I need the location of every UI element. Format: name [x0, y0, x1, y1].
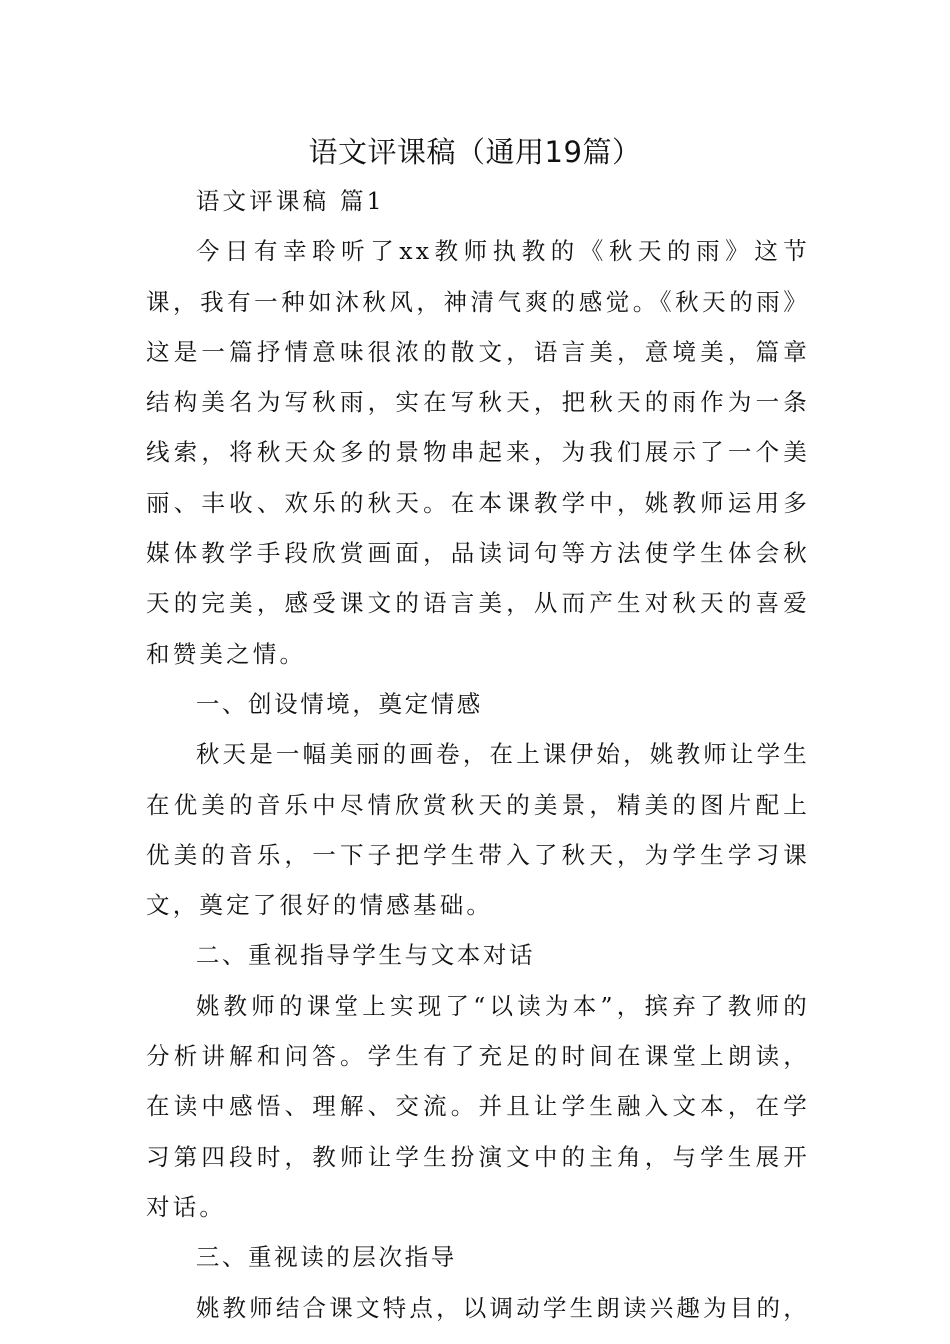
- document-body: [146, 176, 810, 1333]
- body-paragraph: 姚教师结合课文特点，以调动学生朗读兴趣为目的，: [195, 1293, 810, 1322]
- body-paragraph: 秋天是一幅美丽的画卷，在上课伊始，姚教师让学生在优美的音乐中尽情欣赏秋天的美景，精美的图片配上优美的音乐，一下子把学生带入了秋天，为学生学习课文，奠定了很好的情感基础。: [146, 740, 810, 920]
- body-paragraph: 姚教师的课堂上实现了“以读为本”，摈弃了教师的分析讲解和问答。学生有了充足的时间在课堂上朗读，在读中感悟、理解、交流。并且让学生融入文本，在学习第四段时，教师让学生扮演文中的主角，与学生展开对话。: [146, 991, 810, 1221]
- section-heading: 一、创设情境，奠定情感: [195, 689, 483, 718]
- document-title: 语文评课稿（通用19篇）: [308, 135, 642, 169]
- body-paragraph: 今日有幸聆听了xx教师执教的《秋天的雨》这节课，我有一种如沐秋风，神清气爽的感觉。《秋天的雨》这是一篇抒情意味很浓的散文，语言美，意境美，篇章结构美名为写秋雨，实在写秋天，把秋天的雨作为一条线索，将秋天众多的景物串起来，为我们展示了一个美丽、丰收、欢乐的秋天。在本课教学中，姚教师运用多媒体教学手段欣赏画面，品读词句等方法使学生体会秋天的完美，感受课文的语言美，从而产生对秋天的喜爱和赞美之情。: [146, 237, 810, 668]
- section-subtitle: 语文评课稿 篇1: [195, 187, 385, 215]
- section-heading: 二、重视指导学生与文本对话: [195, 941, 536, 970]
- section-heading: 三、重视读的层次指导: [195, 1243, 457, 1272]
